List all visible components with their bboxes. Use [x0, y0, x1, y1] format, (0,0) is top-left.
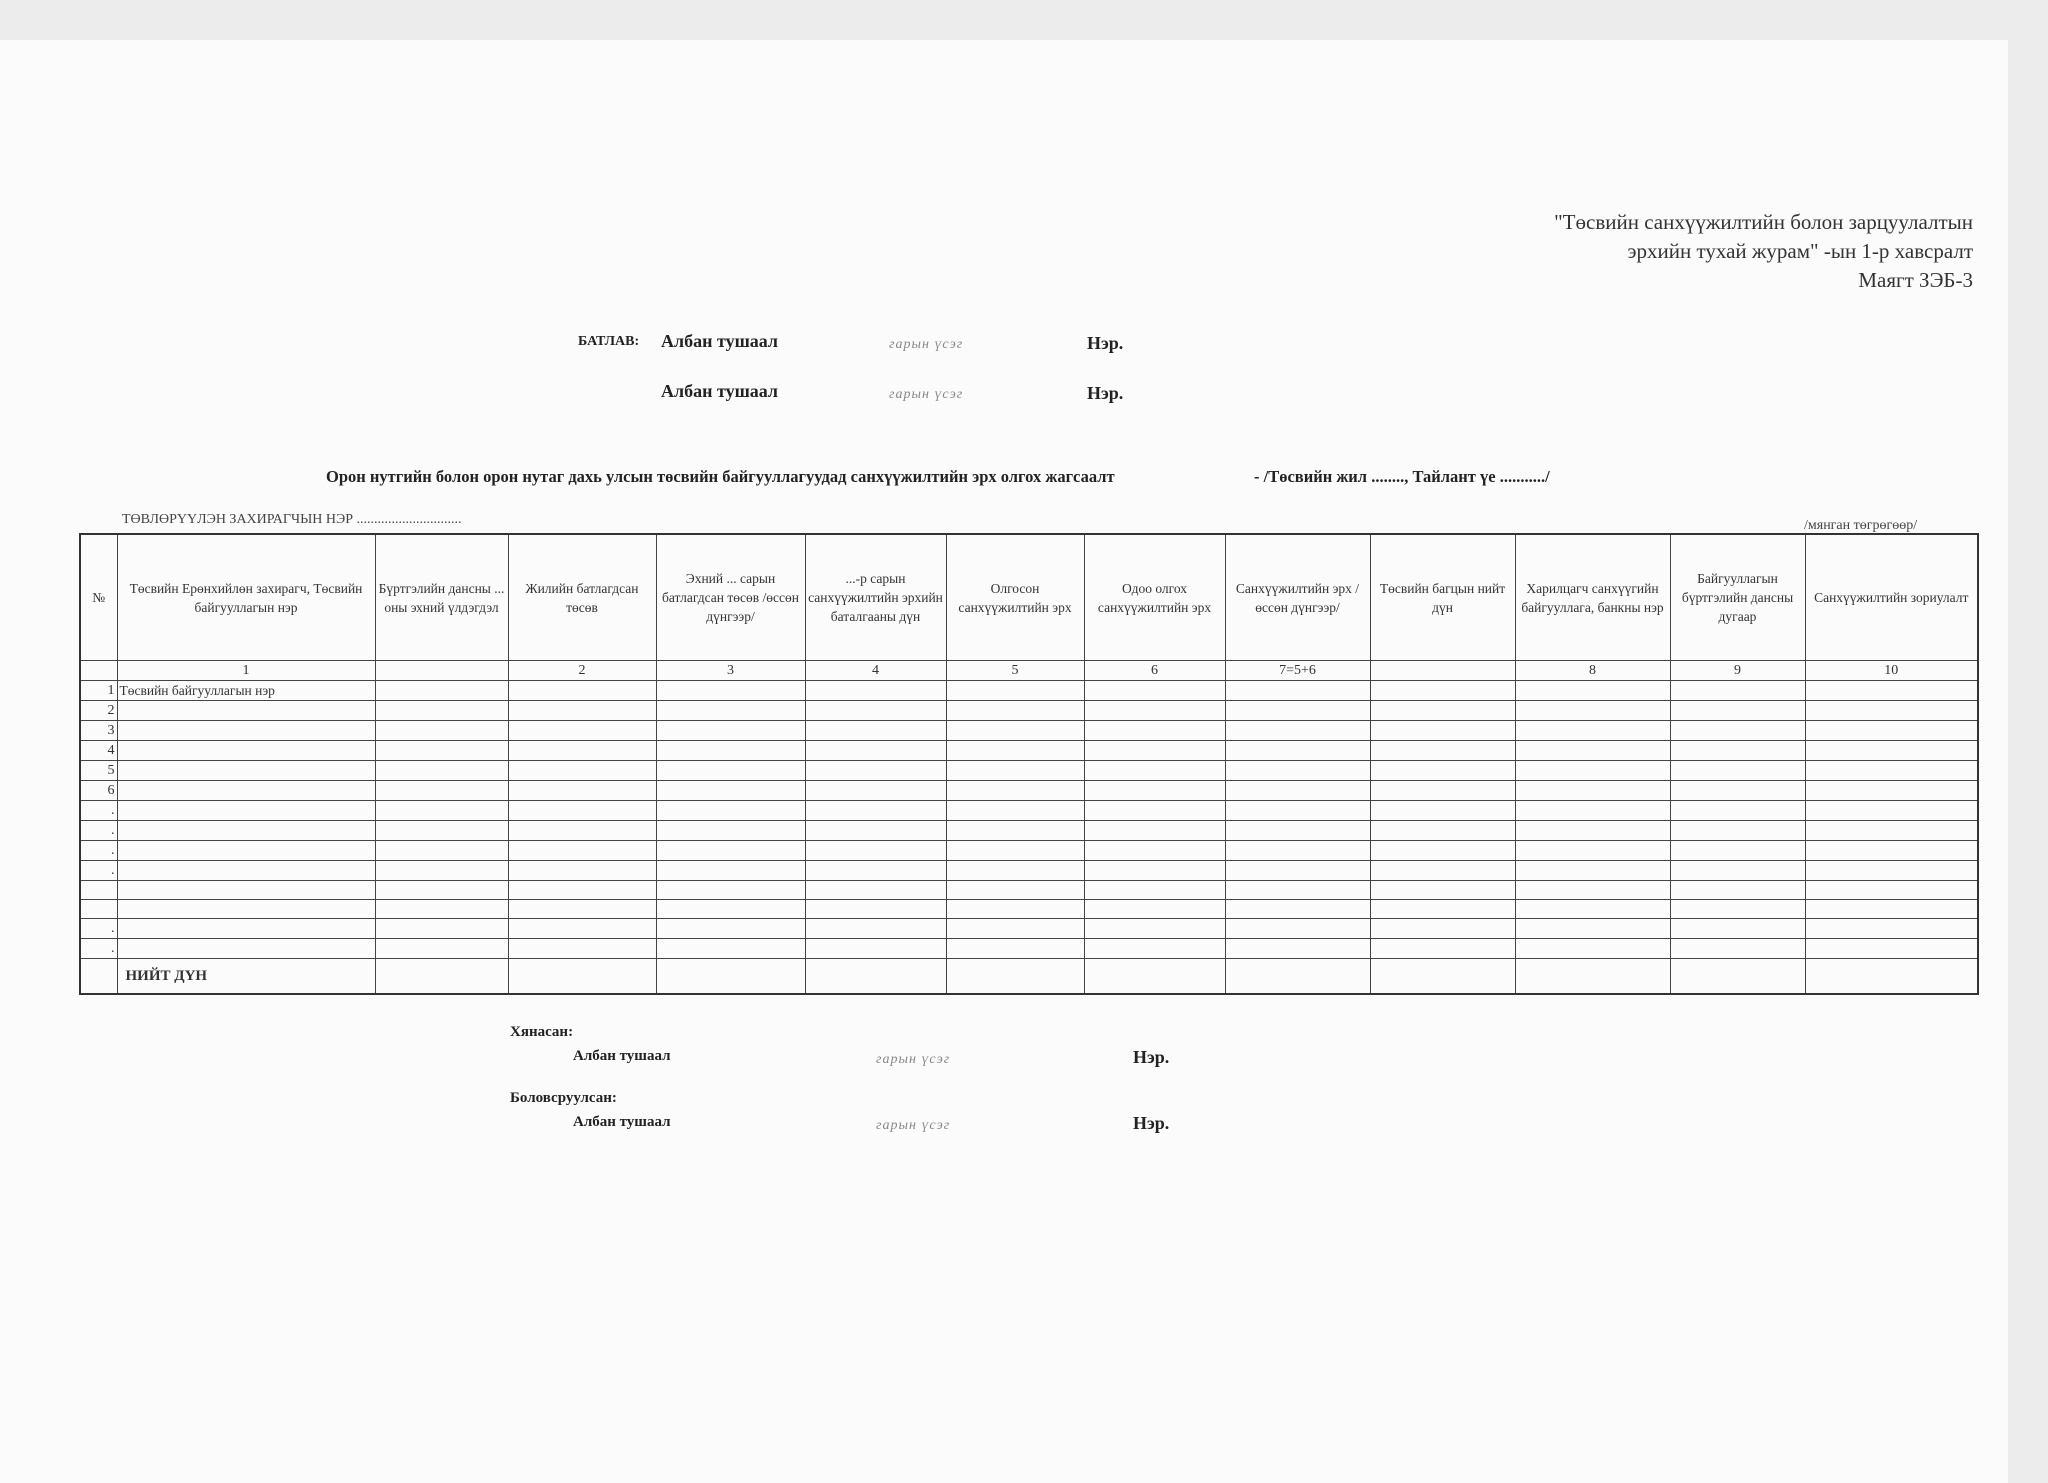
- form-code: Маягт ЗЭБ-3: [1858, 268, 1973, 292]
- row-number: .: [80, 821, 117, 841]
- row-number: .: [80, 919, 117, 939]
- empty-cell: [1515, 681, 1670, 701]
- row-number: 4: [80, 741, 117, 761]
- total-cell: [1515, 959, 1670, 995]
- empty-cell: [946, 801, 1084, 821]
- total-cell: [805, 959, 946, 995]
- organization-name-cell: [117, 939, 375, 959]
- total-cell: [1805, 959, 1978, 995]
- organization-name-cell: [117, 881, 375, 900]
- empty-cell: [1670, 900, 1805, 919]
- empty-cell: [1515, 701, 1670, 721]
- empty-cell: [1515, 821, 1670, 841]
- column-number: 4: [805, 661, 946, 681]
- empty-cell: [1670, 841, 1805, 861]
- empty-cell: [805, 900, 946, 919]
- empty-cell: [508, 841, 656, 861]
- empty-cell: [508, 721, 656, 741]
- column-number-row: [80, 661, 1978, 681]
- approval-name-1: Нэр.: [1087, 333, 1124, 353]
- row-number: .: [80, 801, 117, 821]
- empty-cell: [375, 841, 508, 861]
- empty-cell: [1805, 761, 1978, 781]
- reference-line-2: эрхийн тухай журам" -ын 1-р хавсралт: [1627, 239, 1973, 263]
- empty-cell: [1805, 801, 1978, 821]
- empty-cell: [508, 881, 656, 900]
- table-row: [80, 721, 1978, 741]
- row-number: [80, 900, 117, 919]
- organization-name-cell: [117, 861, 375, 881]
- header-number: №: [80, 534, 117, 661]
- empty-cell: [508, 761, 656, 781]
- empty-cell: [946, 721, 1084, 741]
- empty-cell: [656, 761, 805, 781]
- empty-cell: [508, 681, 656, 701]
- table-header-row: [80, 534, 1978, 661]
- empty-cell: [1370, 821, 1515, 841]
- empty-cell: [946, 881, 1084, 900]
- row-number: 1: [80, 681, 117, 701]
- empty-cell: [1084, 701, 1225, 721]
- approval-signature-1: гарын үсэг: [889, 337, 964, 352]
- empty-cell: [946, 781, 1084, 801]
- empty-cell: [1670, 761, 1805, 781]
- empty-cell: [656, 939, 805, 959]
- organization-name-cell: [117, 721, 375, 741]
- row-number: 3: [80, 721, 117, 741]
- header-purpose: Санхүүжилтийн зориулалт: [1805, 534, 1978, 661]
- empty-cell: [375, 801, 508, 821]
- empty-cell: [1515, 841, 1670, 861]
- organization-name-cell: Төсвийн байгууллагын нэр: [117, 681, 375, 701]
- column-number: [1370, 661, 1515, 681]
- empty-cell: [1515, 900, 1670, 919]
- empty-cell: [805, 841, 946, 861]
- empty-cell: [375, 781, 508, 801]
- empty-cell: [1084, 919, 1225, 939]
- empty-cell: [1670, 801, 1805, 821]
- approval-position-1: Албан тушаал: [661, 331, 779, 351]
- empty-cell: [1805, 919, 1978, 939]
- column-number: 3: [656, 661, 805, 681]
- table-row: [80, 741, 1978, 761]
- empty-cell: [805, 881, 946, 900]
- header-account-number: Байгууллагын бүртгэлийн дансны дугаар: [1670, 534, 1805, 661]
- organization-name-cell: [117, 781, 375, 801]
- empty-cell: [805, 761, 946, 781]
- table-row: [80, 900, 1978, 919]
- empty-cell: [375, 919, 508, 939]
- empty-cell: [1084, 841, 1225, 861]
- empty-cell: [1225, 841, 1370, 861]
- organization-name-cell: [117, 841, 375, 861]
- empty-cell: [1805, 861, 1978, 881]
- table-row: [80, 801, 1978, 821]
- empty-cell: [1670, 821, 1805, 841]
- empty-cell: [1084, 781, 1225, 801]
- empty-cell: [1370, 939, 1515, 959]
- empty-cell: [1805, 821, 1978, 841]
- empty-cell: [1225, 721, 1370, 741]
- empty-cell: [1225, 919, 1370, 939]
- empty-cell: [656, 881, 805, 900]
- table-row: [80, 761, 1978, 781]
- empty-cell: [1084, 681, 1225, 701]
- table-row: [80, 861, 1978, 881]
- empty-cell: [656, 701, 805, 721]
- empty-cell: [656, 841, 805, 861]
- total-cell: [1670, 959, 1805, 995]
- empty-cell: [1670, 939, 1805, 959]
- empty-cell: [946, 701, 1084, 721]
- form-reference: [1554, 208, 1973, 295]
- column-number: 9: [1670, 661, 1805, 681]
- row-number: 2: [80, 701, 117, 721]
- empty-cell: [1670, 741, 1805, 761]
- empty-cell: [1084, 821, 1225, 841]
- empty-cell: [375, 861, 508, 881]
- empty-cell: [1225, 781, 1370, 801]
- column-number: [375, 661, 508, 681]
- table-row: [80, 781, 1978, 801]
- empty-cell: [1225, 701, 1370, 721]
- row-number: [80, 881, 117, 900]
- empty-cell: [946, 861, 1084, 881]
- empty-cell: [1670, 919, 1805, 939]
- empty-cell: [1670, 861, 1805, 881]
- organization-name-cell: [117, 741, 375, 761]
- column-number: 10: [1805, 661, 1978, 681]
- empty-cell: [508, 939, 656, 959]
- empty-cell: [1370, 801, 1515, 821]
- total-cell: [1370, 959, 1515, 995]
- empty-cell: [1225, 741, 1370, 761]
- organization-name-cell: [117, 900, 375, 919]
- empty-cell: [946, 939, 1084, 959]
- total-cell: [1084, 959, 1225, 995]
- central-manager-name: ТӨВЛӨРҮҮЛЭН ЗАХИРАГЧЫН НЭР ..............................: [122, 512, 462, 527]
- row-number: .: [80, 939, 117, 959]
- prepared-name: Нэр.: [1133, 1113, 1170, 1133]
- unit-label: /мянган төгрөгөөр/: [1804, 518, 1918, 533]
- header-cumulative-budget: Эхний ... сарын батлагдсан төсөв /өссөн дүнгээр/: [656, 534, 805, 661]
- empty-cell: [1515, 919, 1670, 939]
- empty-cell: [1670, 721, 1805, 741]
- empty-cell: [1370, 900, 1515, 919]
- header-cumulative-rights: Санхүүжилтийн эрх /өссөн дүнгээр/: [1225, 534, 1370, 661]
- table-row: [80, 841, 1978, 861]
- empty-cell: [656, 821, 805, 841]
- empty-cell: [805, 861, 946, 881]
- empty-cell: [1805, 781, 1978, 801]
- empty-cell: [1670, 681, 1805, 701]
- empty-cell: [1084, 900, 1225, 919]
- total-cell: [80, 959, 117, 995]
- empty-cell: [1805, 741, 1978, 761]
- header-package-total: Төсвийн багцын нийт дүн: [1370, 534, 1515, 661]
- empty-cell: [375, 681, 508, 701]
- empty-cell: [946, 821, 1084, 841]
- empty-cell: [656, 781, 805, 801]
- empty-cell: [1225, 900, 1370, 919]
- empty-cell: [1805, 881, 1978, 900]
- empty-cell: [1805, 721, 1978, 741]
- empty-cell: [1084, 939, 1225, 959]
- empty-cell: [508, 861, 656, 881]
- header-annual-budget: Жилийн батлагдсан төсөв: [508, 534, 656, 661]
- empty-cell: [1515, 861, 1670, 881]
- empty-cell: [375, 721, 508, 741]
- table-row: [80, 919, 1978, 939]
- empty-cell: [946, 741, 1084, 761]
- column-number: [80, 661, 117, 681]
- empty-cell: [1225, 761, 1370, 781]
- empty-cell: [1370, 721, 1515, 741]
- row-number: .: [80, 841, 117, 861]
- empty-cell: [1805, 701, 1978, 721]
- total-row: [80, 959, 1978, 995]
- empty-cell: [1515, 741, 1670, 761]
- checked-position: Албан тушаал: [573, 1048, 671, 1064]
- header-opening-balance: Бүртгэлийн дансны ... оны эхний үлдэгдэл: [375, 534, 508, 661]
- empty-cell: [1670, 881, 1805, 900]
- header-organization-name: Төсвийн Ерөнхийлөн захирагч, Төсвийн байгууллагын нэр: [117, 534, 375, 661]
- empty-cell: [1370, 881, 1515, 900]
- empty-cell: [1084, 881, 1225, 900]
- row-number: 6: [80, 781, 117, 801]
- empty-cell: [1084, 721, 1225, 741]
- empty-cell: [1225, 821, 1370, 841]
- header-granted-rights: Олгосон санхүүжилтийн эрх: [946, 534, 1084, 661]
- empty-cell: [1515, 781, 1670, 801]
- empty-cell: [805, 801, 946, 821]
- empty-cell: [946, 761, 1084, 781]
- empty-cell: [1084, 741, 1225, 761]
- empty-cell: [1515, 939, 1670, 959]
- empty-cell: [375, 900, 508, 919]
- empty-cell: [375, 701, 508, 721]
- empty-cell: [1515, 801, 1670, 821]
- empty-cell: [1370, 701, 1515, 721]
- form-title: Орон нутгийн болон орон нутаг дахь улсын төсвийн байгууллагуудад санхүүжилтийн эрх олгох жагсаалт: [326, 467, 1115, 486]
- checked-signature: гарын үсэг: [876, 1052, 951, 1067]
- total-cell: [1225, 959, 1370, 995]
- prepared-signature: гарын үсэг: [876, 1118, 951, 1133]
- approval-position-2: Албан тушаал: [661, 381, 779, 401]
- empty-cell: [1670, 701, 1805, 721]
- total-cell: [375, 959, 508, 995]
- empty-cell: [1515, 721, 1670, 741]
- empty-cell: [508, 701, 656, 721]
- organization-name-cell: [117, 801, 375, 821]
- empty-cell: [805, 721, 946, 741]
- empty-cell: [656, 741, 805, 761]
- total-cell: [946, 959, 1084, 995]
- empty-cell: [1805, 900, 1978, 919]
- empty-cell: [1225, 681, 1370, 701]
- empty-cell: [508, 781, 656, 801]
- empty-cell: [805, 781, 946, 801]
- empty-cell: [656, 721, 805, 741]
- column-number: 5: [946, 661, 1084, 681]
- header-current-rights: Одоо олгох санхүүжилтийн эрх: [1084, 534, 1225, 661]
- empty-cell: [508, 900, 656, 919]
- empty-cell: [508, 919, 656, 939]
- funding-rights-table: [79, 533, 1979, 995]
- column-number: 6: [1084, 661, 1225, 681]
- reference-line-1: "Төсвийн санхүүжилтийн болон зарцуулалтын: [1554, 210, 1973, 234]
- form-title-period: - /Төсвийн жил ........, Тайлант үе .........../: [1254, 467, 1550, 486]
- empty-cell: [375, 761, 508, 781]
- empty-cell: [805, 741, 946, 761]
- empty-cell: [946, 900, 1084, 919]
- table-row: [80, 701, 1978, 721]
- empty-cell: [1084, 801, 1225, 821]
- empty-cell: [508, 741, 656, 761]
- empty-cell: [656, 919, 805, 939]
- empty-cell: [656, 900, 805, 919]
- empty-cell: [1670, 781, 1805, 801]
- empty-cell: [1370, 841, 1515, 861]
- empty-cell: [805, 701, 946, 721]
- column-number: 1: [117, 661, 375, 681]
- empty-cell: [656, 681, 805, 701]
- empty-cell: [1225, 881, 1370, 900]
- checked-name: Нэр.: [1133, 1047, 1170, 1067]
- empty-cell: [1225, 939, 1370, 959]
- prepared-position: Албан тушаал: [573, 1114, 671, 1130]
- total-cell: [508, 959, 656, 995]
- row-number: .: [80, 861, 117, 881]
- empty-cell: [1370, 681, 1515, 701]
- organization-name-cell: [117, 821, 375, 841]
- header-bank-name: Харилцагч санхүүгийн байгууллага, банкны нэр: [1515, 534, 1670, 661]
- total-label: НИЙТ ДҮН: [117, 959, 375, 995]
- approval-signature-2: гарын үсэг: [889, 387, 964, 402]
- empty-cell: [805, 821, 946, 841]
- table-row: [80, 821, 1978, 841]
- prepared-label: Боловсруулсан:: [510, 1090, 617, 1106]
- empty-cell: [1225, 861, 1370, 881]
- empty-cell: [508, 801, 656, 821]
- empty-cell: [1084, 861, 1225, 881]
- empty-cell: [1805, 681, 1978, 701]
- empty-cell: [1515, 881, 1670, 900]
- empty-cell: [1370, 861, 1515, 881]
- header-guarantee-amount: ...-р сарын санхүүжилтийн эрхийн баталгааны дүн: [805, 534, 946, 661]
- empty-cell: [375, 881, 508, 900]
- empty-cell: [805, 681, 946, 701]
- empty-cell: [946, 681, 1084, 701]
- organization-name-cell: [117, 701, 375, 721]
- empty-cell: [1515, 761, 1670, 781]
- empty-cell: [1370, 781, 1515, 801]
- checked-label: Хянасан:: [510, 1024, 574, 1040]
- empty-cell: [1370, 741, 1515, 761]
- table-row: [80, 939, 1978, 959]
- table-row: [80, 881, 1978, 900]
- empty-cell: [375, 939, 508, 959]
- empty-cell: [375, 821, 508, 841]
- column-number: 2: [508, 661, 656, 681]
- empty-cell: [656, 861, 805, 881]
- empty-cell: [656, 801, 805, 821]
- empty-cell: [805, 939, 946, 959]
- empty-cell: [1084, 761, 1225, 781]
- column-number: 8: [1515, 661, 1670, 681]
- approval-label: БАТЛАВ:: [578, 334, 640, 349]
- total-cell: [656, 959, 805, 995]
- empty-cell: [1370, 761, 1515, 781]
- organization-name-cell: [117, 761, 375, 781]
- empty-cell: [1370, 919, 1515, 939]
- approval-name-2: Нэр.: [1087, 383, 1124, 403]
- empty-cell: [508, 821, 656, 841]
- empty-cell: [946, 841, 1084, 861]
- table-row: [80, 681, 1978, 701]
- empty-cell: [946, 919, 1084, 939]
- empty-cell: [805, 919, 946, 939]
- empty-cell: [1225, 801, 1370, 821]
- row-number: 5: [80, 761, 117, 781]
- organization-name-cell: [117, 919, 375, 939]
- empty-cell: [375, 741, 508, 761]
- empty-cell: [1805, 841, 1978, 861]
- column-number: 7=5+6: [1225, 661, 1370, 681]
- empty-cell: [1805, 939, 1978, 959]
